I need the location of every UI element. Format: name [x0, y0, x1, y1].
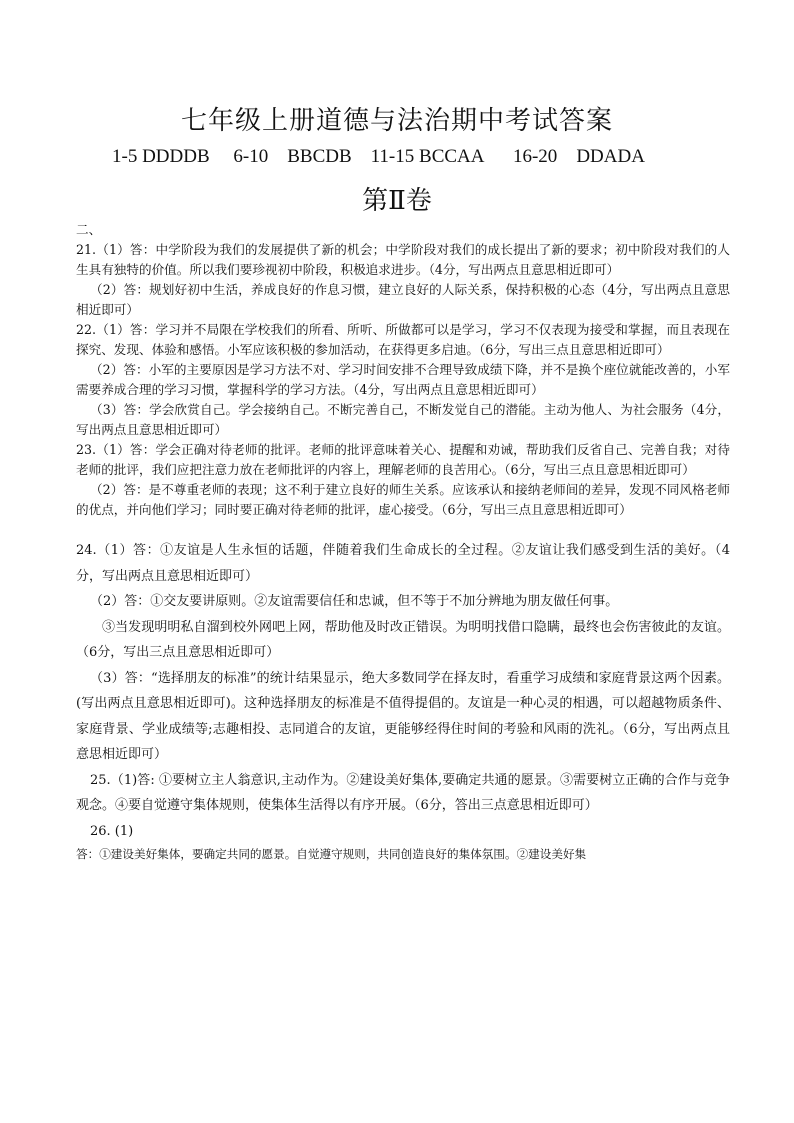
answer-22-2: （2）答：小军的主要原因是学习方法不对、学习时间安排不合理导致成绩下降，并不是换个座位就能改善的，小军需要养成合理的学习习惯，掌握科学的学习方法。（4分，写出两点且意思相近即可）	[76, 362, 730, 397]
answer-24-3: （3）答：“选择朋友的标准”的统计结果显示，绝大多数同学在择友时，看重学习成绩和家庭背景这两个因素。(写出两点且意思相近即可)。这种选择朋友的标准是不值得提倡的。友谊是一种心灵的相遇，可以超越物质条件、家庭背景、学业成绩等;志趣相投、志同道合的友谊，更能够经得住时间的考验和风雨的洗礼。（6分，写出两点且意思相近即可）	[76, 670, 730, 762]
answer-26-1: 答：①建设美好集体，要确定共同的愿景。自觉遵守规则，共同创造良好的集体氛围。②建设美好集	[76, 847, 587, 861]
answer-24-2b: ③当发现明明私自溜到校外网吧上网，帮助他及时改正错误。为明明找借口隐瞒，最终也会伤害彼此的友谊。（6分，写出三点且意思相近即可）	[76, 619, 730, 660]
key-range-1: 1-5	[112, 146, 138, 167]
key-answers-4: DDADA	[576, 146, 645, 167]
answer-22-1: 22.（1）答：学习并不局限在学校我们的所看、所听、所做都可以是学习，学习不仅表现为接受和掌握，而且表现在探究、发现、体验和感悟。小军应该积极的参加活动，在获得更多启迪。（6分，写出三点且意思相近即可）	[76, 322, 730, 357]
answer-25-1: 25.（1)答: ①要树立主人翁意识,主动作为。②建设美好集体,要确定共通的愿景。③需要树立正确的合作与竞争观念。④要自觉遵守集体规则，使集体生活得以有序开展。（6分，答出三点意思相近即可）	[76, 772, 730, 813]
answer-24-1: 24.（1）答：①友谊是人生永恒的话题，伴随着我们生命成长的全过程。②友谊让我们感受到生活的美好。（4分，写出两点且意思相近即可）	[76, 543, 730, 584]
answer-body	[76, 220, 730, 864]
key-answers-3: BCCAA	[419, 146, 485, 167]
section-label: 二、	[76, 222, 102, 237]
answer-26-label: 26. (1)	[90, 823, 134, 839]
answer-21-2: （2）答：规划好初中生活，养成良好的作息习惯，建立良好的人际关系，保持积极的心态（4分，写出两点且意思相近即可）	[76, 282, 730, 317]
key-answers-1: DDDDB	[142, 146, 210, 167]
key-answers-2: BBCDB	[287, 146, 352, 167]
answer-21-1: 21.（1）答：中学阶段为我们的发展提供了新的机会；中学阶段对我们的成长提出了新的要求；初中阶段对我们的人生具有独特的价值。所以我们要珍视初中阶段，积极追求进步。（4分，写出两点且意思相近即可）	[76, 242, 730, 277]
answer-23-2: （2）答：是不尊重老师的表现；这不利于建立良好的师生关系。应该承认和接纳老师间的差异，发现不同风格老师的优点，并向他们学习；同时要正确对待老师的批评，虚心接受。（6分，写出三点且意思相近即可）	[76, 482, 730, 517]
answer-22-3: （3）答：学会欣赏自己。学会接纳自己。不断完善自己，不断发觉自己的潜能。主动为他人、为社会服务（4分，写出两点且意思相近即可）	[76, 402, 730, 437]
key-range-4: 16-20	[512, 146, 558, 167]
key-range-2: 6-10	[233, 146, 269, 167]
answer-key-line	[112, 146, 712, 168]
key-range-3: 11-15	[370, 146, 415, 167]
part-two-heading: 第Ⅱ卷	[362, 186, 432, 216]
page-title: 七年级上册道德与法治期中考试答案	[180, 106, 613, 136]
answer-24-2a: （2）答：①交友要讲原则。②友谊需要信任和忠诚，但不等于不加分辨地为朋友做任何事。	[90, 594, 619, 609]
answer-23-1: 23.（1）答：学会正确对待老师的批评。老师的批评意味着关心、提醒和劝诫，帮助我们反省自己、完善自我；对待老师的批评，我们应把注意力放在老师批评的内容上，理解老师的良苦用心。（6分，写出三点且意思相近即可）	[76, 442, 730, 477]
